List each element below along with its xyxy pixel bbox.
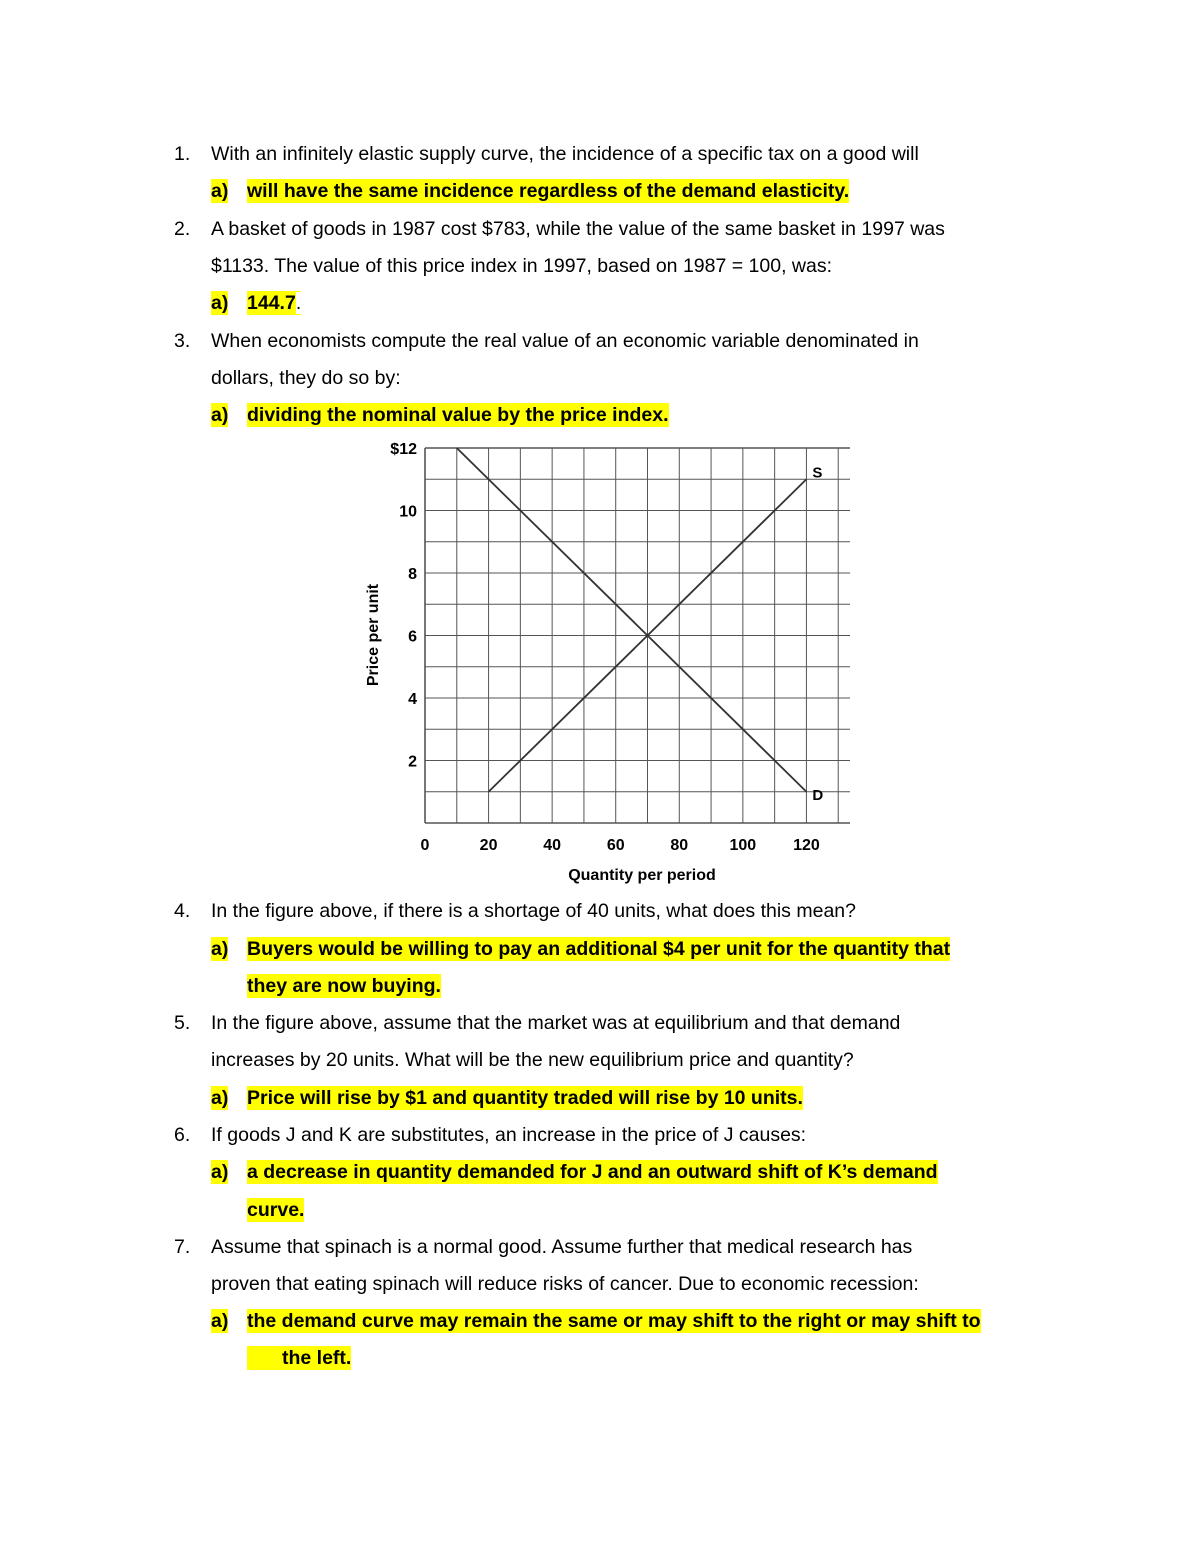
- y-tick-label: 2: [408, 753, 417, 771]
- answer-text: Buyers would be willing to pay an additional $4 per unit for the quantity that: [247, 938, 951, 960]
- answer-text: will have the same incidence regardless of the demand elasticity.: [247, 180, 850, 202]
- answer-label: a): [211, 1087, 229, 1109]
- x-tick-label: 60: [606, 837, 625, 854]
- x-tick-label: 20: [479, 837, 498, 854]
- answer-text: the demand curve may remain the same or may shift to the right or may shift to: [247, 1310, 981, 1332]
- answer-label: a): [211, 1310, 229, 1332]
- answer-label: a): [211, 1161, 229, 1183]
- x-tick-label: 40: [543, 837, 562, 854]
- answer-label: a): [211, 404, 229, 426]
- question-number: 2.: [174, 218, 191, 240]
- question-text: proven that eating spinach will reduce risks of cancer. Due to economic recession:: [211, 1273, 919, 1295]
- y-tick-label: 6: [408, 628, 417, 646]
- question-number: 7.: [174, 1236, 191, 1258]
- question-text: $1133. The value of this price index in 1997, based on 1987 = 100, was:: [211, 255, 833, 277]
- chart-grid: [425, 448, 850, 823]
- series-line-d: [457, 448, 807, 792]
- y-axis-label: Price per unit: [365, 583, 382, 687]
- answer-text: [247, 291, 301, 315]
- answer-label: a): [211, 292, 229, 314]
- question-text: dollars, they do so by:: [211, 367, 401, 389]
- x-tick-label: 120: [793, 837, 820, 854]
- question-text: In the figure above, if there is a shortage of 40 units, what does this mean?: [211, 900, 856, 922]
- x-tick-label: 0: [420, 837, 430, 854]
- x-tick-label: 80: [670, 837, 689, 854]
- question-text: With an infinitely elastic supply curve, the incidence of a specific tax on a good will: [211, 143, 919, 165]
- supply-demand-chart: [350, 435, 850, 890]
- question-number: 3.: [174, 330, 191, 352]
- y-tick-label: 8: [408, 566, 417, 583]
- question-text: If goods J and K are substitutes, an increase in the price of J causes:: [211, 1124, 807, 1146]
- answer-label: a): [211, 180, 229, 202]
- chart-series: [457, 448, 824, 804]
- y-tick-label: $12: [390, 441, 417, 458]
- answer-text: the left.: [247, 1346, 351, 1370]
- question-text: increases by 20 units. What will be the new equilibrium price and quantity?: [211, 1049, 854, 1071]
- answer-label: a): [211, 938, 229, 960]
- series-label-s: S: [812, 464, 823, 482]
- question-text: Assume that spinach is a normal good. Assume further that medical research has: [211, 1236, 913, 1258]
- answer-text: curve.: [247, 1199, 305, 1221]
- x-tick-label: 100: [729, 837, 757, 854]
- answer-suffix: .: [295, 292, 302, 314]
- answer-value: 144.7: [247, 292, 296, 314]
- question-text: In the figure above, assume that the market was at equilibrium and that demand: [211, 1012, 901, 1034]
- question-number: 6.: [174, 1124, 191, 1146]
- question-number: 4.: [174, 900, 191, 922]
- question-number: 1.: [174, 143, 191, 165]
- answer-text: dividing the nominal value by the price index.: [247, 404, 669, 426]
- answer-text: they are now buying.: [247, 975, 441, 997]
- y-tick-label: 10: [399, 503, 417, 521]
- answer-text: Price will rise by $1 and quantity traded will rise by 10 units.: [247, 1087, 803, 1109]
- question-text: When economists compute the real value of an economic variable denominated in: [211, 330, 919, 352]
- y-tick-label: 4: [408, 691, 417, 708]
- question-number: 5.: [174, 1012, 191, 1034]
- series-label-d: D: [812, 786, 824, 804]
- answer-text: a decrease in quantity demanded for J and an outward shift of K’s demand: [247, 1161, 938, 1183]
- question-text: A basket of goods in 1987 cost $783, while the value of the same basket in 1997 was: [211, 218, 945, 240]
- x-axis-label: Quantity per period: [568, 867, 716, 884]
